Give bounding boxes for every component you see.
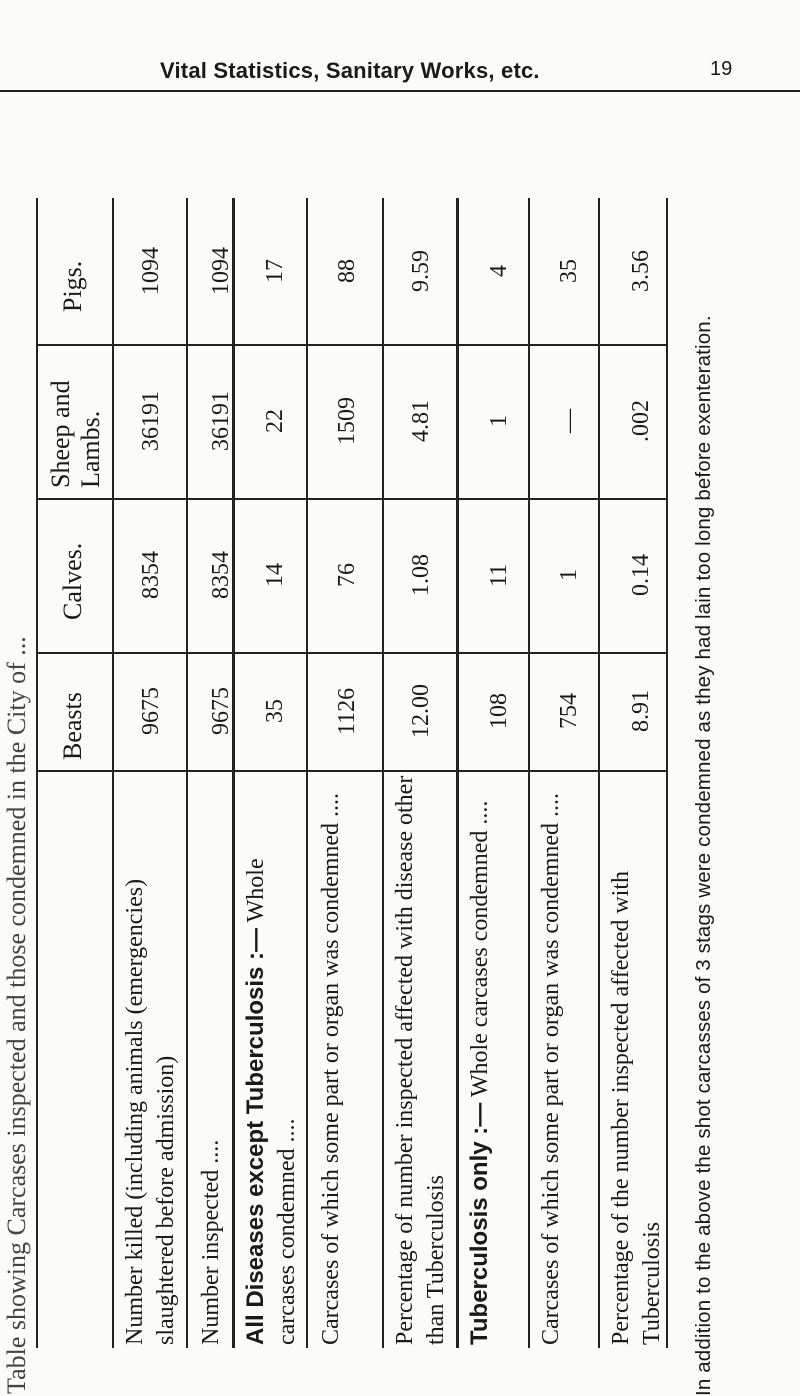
row-label-tb-whole: Tuberculosis only :— Whole carcases condemned .... <box>466 800 493 1345</box>
cell-sheep-row-1: 36191 <box>138 391 164 451</box>
cell-sheep-row-3: 22 <box>262 409 288 433</box>
cell-calves-row-3: 14 <box>262 563 288 587</box>
cell-sheep-row-5: 4.81 <box>408 400 434 442</box>
cell-sheep-row-6: 1 <box>486 415 512 427</box>
row-label-tb-percentage: Percentage of the number inspected affected with Tuberculosis <box>608 870 665 1345</box>
row-sep <box>382 198 384 1348</box>
cell-calves-row-8: 0.14 <box>628 554 654 596</box>
row-label-all-diseases-percentage: Percentage of number inspected affected with disease other than Tuberculosis <box>392 775 449 1345</box>
cell-beasts-row-8: 8.91 <box>628 690 654 732</box>
row-label-tb-part: Carcases of which some part or organ was condemned .... <box>538 792 564 1345</box>
cell-pigs-row-5: 9.59 <box>408 250 434 292</box>
row-label-number-inspected: Number inspected .... <box>198 1139 224 1345</box>
cell-pigs-row-6: 4 <box>486 265 512 277</box>
cell-pigs-row-3: 17 <box>262 259 288 283</box>
cell-calves-row-5: 1.08 <box>408 554 434 596</box>
divider-sheep-calves <box>36 498 668 500</box>
divider-calves-beasts <box>36 652 668 654</box>
column-header-beasts: Beasts <box>58 692 87 760</box>
cell-beasts-row-3: 35 <box>262 699 288 723</box>
row-sep <box>456 198 459 1348</box>
table-caption: Table showing Carcases inspected and those condemned in the City of ... <box>2 636 31 1394</box>
cell-sheep-row-8: .002 <box>628 400 654 442</box>
section-heading-all-diseases: All Diseases except Tuberculosis :— <box>242 927 269 1345</box>
column-header-sheep: Sheep and Lambs. <box>46 380 105 488</box>
column-header-pigs: Pigs. <box>58 260 87 312</box>
section-heading-tuberculosis: Tuberculosis only :— <box>466 1102 493 1345</box>
cell-sheep-row-2: 36191 <box>208 391 234 451</box>
cell-calves-row-4: 76 <box>334 563 360 587</box>
cell-pigs-row-4: 88 <box>334 259 360 283</box>
row-sep <box>306 198 308 1348</box>
cell-pigs-row-7: 35 <box>556 259 582 283</box>
cell-beasts-row-7: 754 <box>556 693 582 729</box>
cell-sheep-row-7: — <box>556 409 582 433</box>
row-sep <box>186 198 188 1348</box>
row-label-all-diseases-part: Carcases of which some part or organ was condemned .... <box>318 792 344 1345</box>
cell-calves-row-1: 8354 <box>138 551 164 599</box>
cell-beasts-row-5: 12.00 <box>408 684 434 738</box>
cell-pigs-row-2: 1094 <box>208 247 234 295</box>
cell-beasts-row-1: 9675 <box>138 687 164 735</box>
page-header-title: Vital Statistics, Sanitary Works, etc. <box>160 58 540 83</box>
cell-calves-row-7: 1 <box>556 569 582 581</box>
cell-beasts-row-2: 9675 <box>208 687 234 735</box>
cell-beasts-row-6: 108 <box>486 693 512 729</box>
cell-calves-row-2: 8354 <box>208 551 234 599</box>
row-sep <box>112 198 114 1348</box>
cell-sheep-row-4: 1509 <box>334 397 360 445</box>
column-header-calves: Calves. <box>58 542 87 620</box>
page-number: 19 <box>710 58 733 80</box>
row-sep <box>232 198 235 1348</box>
footnote: In addition to the above the shot carcasses of 3 stags were condemned as they had lain too long before exenteration. <box>692 315 715 1396</box>
row-sep <box>528 198 530 1348</box>
cell-pigs-row-8: 3.56 <box>628 250 654 292</box>
table-border-top <box>36 198 38 1348</box>
divider-beasts-labels <box>36 770 668 772</box>
row-sep <box>598 198 600 1348</box>
cell-beasts-row-4: 1126 <box>334 687 360 735</box>
row-label-number-killed: Number killed (including animals (emergencies) slaughtered before admission) <box>122 878 179 1345</box>
cell-pigs-row-1: 1094 <box>138 247 164 295</box>
header-rule <box>0 90 800 92</box>
row-label-all-diseases-whole: All Diseases except Tuberculosis :— Whole carcases condemned .... <box>242 858 300 1345</box>
divider-pigs-sheep <box>36 344 668 346</box>
cell-calves-row-6: 11 <box>486 563 512 587</box>
